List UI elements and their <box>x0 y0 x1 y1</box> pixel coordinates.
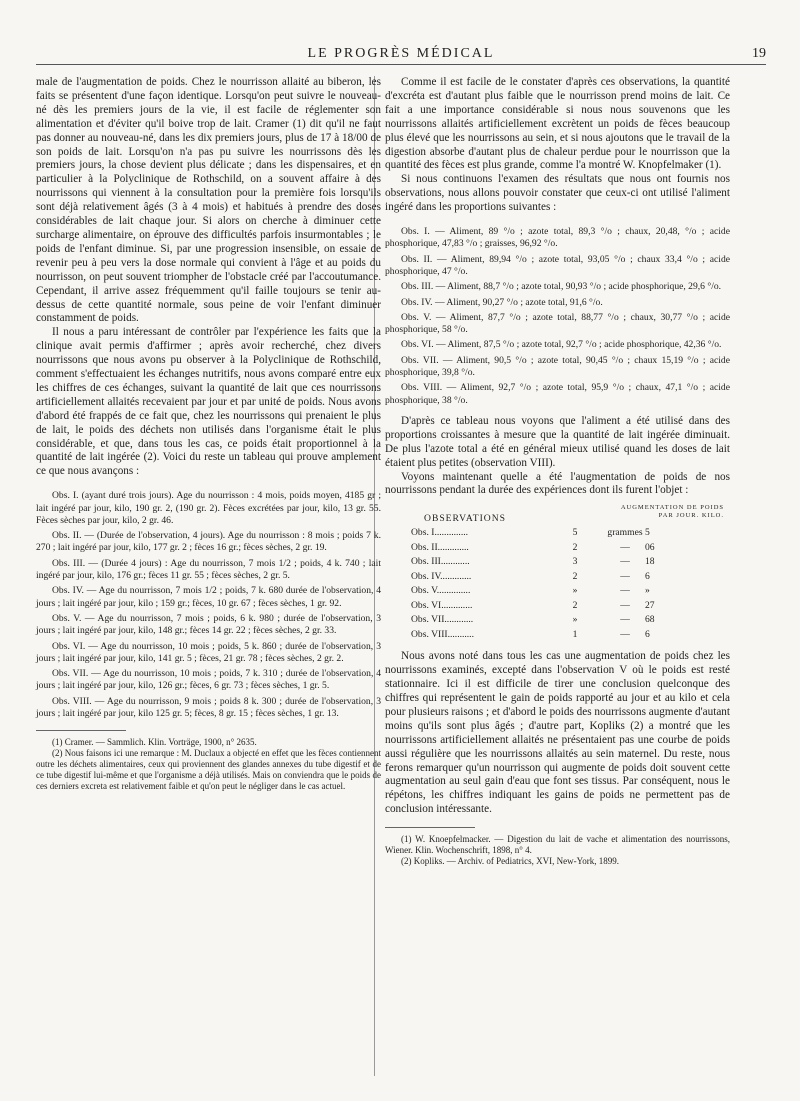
row-value: 6 <box>645 570 650 582</box>
page-header <box>36 42 766 66</box>
observation-entry: Obs. IV. — Age du nourrisson, 7 mois 1/2 ; poids, 7 k. 680 durée de l'observation, 4 jours ; lait ingéré par jour, kilo ; 159 gr.; fèces, 10 gr. 67 ; fèces sèches, 1 gr. 92. <box>36 585 381 609</box>
table-header-line: AUGMENTATION DE POIDS <box>620 504 724 512</box>
row-value: » <box>572 614 578 626</box>
row-unit: — <box>620 585 630 597</box>
row-label: Obs. VI............. <box>411 599 473 611</box>
observation-entry: Obs. III. — Aliment, 88,7 °/o ; azote total, 90,93 °/o ; acide phosphorique, 29,6 °/o. <box>401 281 722 293</box>
table-row <box>385 541 730 556</box>
table-row <box>385 628 730 643</box>
row-label: Obs. V.............. <box>411 585 471 597</box>
footnote-rule <box>36 730 126 731</box>
footnote: (1) W. Knoepfelmacker. — Digestion du lait de vache et alimentation des nourrissons, Wiener. Klin. Wochenschrift, 1898, n° 4. <box>385 834 730 856</box>
paragraph: D'après ce tableau nous voyons que l'aliment a été utilisé dans des proportions croissantes à mesure que la quantité de lait ingérée diminuait. De plus l'azote total a été en général mieux utilisé quand les doses de lait étaient plus petites (observation VIII). <box>385 414 730 469</box>
row-value: 3 <box>572 556 578 568</box>
paragraph: Nous avons noté dans tous les cas une augmentation de poids chez les nourrissons examinés, excepté dans l'observation V où le poids est resté stationnaire. Ici il est difficile de tirer une conclusion quelconque des chiffres qui représentent le gain de poids rapporté au jour et au kilo et cela pour plusieurs raisons ; et d'abord le poids des nourrissons augmente d'autant moins qu'ils sont plus âgés ; d'autre part, Kopliks (2) a montré que les nourrissons artificiellement allaités ne présentaient pas une courbe de poids aussi régulière que les nourrissons allaités au sein maternel. Du reste, nous ferons remarquer qu'un nourrisson qui augmente de poids doit souvent cette augmentation au seul gain d'eau que font ses tissus. Par conséquent, nous le répétons, les chiffres indiquant les gains de poids ne permettent pas de conclusion intéressante. <box>385 650 730 816</box>
row-unit: grammes <box>607 527 643 539</box>
row-unit: — <box>620 599 630 611</box>
observation-entry: Obs. VI. — Aliment, 87,5 °/o ; azote total, 92,7 °/o ; acide phosphorique, 42,36 °/o. <box>401 339 722 351</box>
paragraph: Voyons maintenant quelle a été l'augmentation de poids de nos nourrissons pendant la durée des expériences dont ils furent l'objet : <box>385 470 730 497</box>
footnote: (2) Kopliks. — Archiv. of Pediatrics, XVI, New-York, 1899. <box>401 856 619 867</box>
observation-entry: Obs. VIII. — Age du nourrisson, 9 mois ; poids 8 k. 300 ; durée de l'observation, 3 jours ; lait ingéré par jour, kilo 125 gr. 5; fèces, 8 gr. 15 ; fèces sèches, 1 gr. 13. <box>36 695 381 720</box>
paragraph: Si nous continuons l'examen des résultats que nous ont fournis nos observations, nous allons pouvoir constater que ceux-ci ont utilisé l'aliment ingéré dans les proportions suivantes : <box>385 173 730 214</box>
right-column <box>385 76 730 867</box>
paragraph: Il nous a paru intéressant de contrôler par l'expérience les faits que la clinique avait permis d'affirmer ; après avoir recherché, chez divers nourrissons que nous avons pu observer à la Polyclinique de Rothschild, comment s'effectuaient les échanges nutritifs, nous avons comparé entre eux les chiffres de ces échanges, suivant la quantité de lait que ces nourrissons artificiellement allaités recevaient par jour et par unité de poids. Nous avons d'abord été frappés de ce fait que, chez les nourrissons qui prenaient le plus de lait, le poids des déchets non utilisés dans l'organisme était le plus considérable, et que, dans tous les cas, ce poids était proportionnel à la quantité de lait ingérée (2). Voici du reste un tableau qui prouve amplement ce que nous avançons : <box>36 326 381 478</box>
row-value: 1 <box>572 628 578 640</box>
row-unit: — <box>620 570 630 582</box>
row-value: 2 <box>572 541 578 553</box>
row-value: » <box>645 585 650 597</box>
table-row <box>385 570 730 585</box>
observation-entry: Obs. IV. — Aliment, 90,27 °/o ; azote total, 91,6 °/o. <box>401 296 603 308</box>
row-unit: — <box>620 556 630 568</box>
footnote: (1) Cramer. — Sammlich. Klin. Vorträge, 1900, n° 2635. <box>52 737 257 748</box>
table-row <box>385 526 730 541</box>
paragraph: male de l'augmentation de poids. Chez le nourrisson allaité au biberon, les faits se présentent d'une façon identique. Lorsqu'on peut suivre le nouveau-né dès les premiers jours de la vie, il est facile de réglementer son alimentation et d'éviter qu'il boive trop de lait. Cramer (1) dit qu'il ne faut pas donner au nouveau-né, dans les dix premiers jours, plus de 17 à 18/00 de son poids de lait. Lorsqu'on n'a pas pu suivre les nourrissons dès les premiers jours, la chose devient plus délicate ; dans les dispensaires, et en particulier à la Polyclinique de Rothschild, on a souvent affaire à des nourrissons qui viennent à la consultation pour la première fois lorsqu'ils sont déjà relativement âgés (3 à 4 mois) et habitués à prendre des doses considérables de lait chaque jour. Si alors on cherche à diminuer cette surcharge alimentaire, on éprouve des difficultés parfois insurmontables ; le poids de l'enfant diminue. Si, par une progression insensible, on essaie de revenir peu à peu vers la dose normale qui convient à l'âge et au poids du nourrisson, on peut souvent triompher de l'obstacle créé par l'accoutumance. Cependant, il arrive assez fréquemment qu'il faille toujours se tenir au-dessus de cette quantité normale, sous peine de voir l'enfant diminuer constamment de poids. <box>36 76 381 325</box>
row-value: 06 <box>645 541 655 553</box>
header-rule <box>36 64 766 65</box>
row-label: Obs. IV............. <box>411 570 472 582</box>
row-value: 2 <box>572 570 578 582</box>
row-unit: — <box>620 628 630 640</box>
row-label: Obs. II............. <box>411 541 469 553</box>
table-row <box>385 613 730 628</box>
row-value: 5 <box>572 527 578 539</box>
footnote: (2) Nous faisons ici une remarque : M. Duclaux a objecté en effet que les fèces contiennent outre les déchets alimentaires, ceux qui proviennent des glandes annexes du tube digestif et de ce tube digestif lui-même et que l'organisme a déjà utilisés. Mais on conviendra que le poids de ces derniers excreta est relativement faible et qu'on peut le négliger dans le cas actuel. <box>36 748 381 792</box>
row-unit: — <box>620 614 630 626</box>
observation-entry: Obs. VII. — Age du nourrisson, 10 mois ; poids, 7 k. 310 ; durée de l'observation, 4 jours ; lait ingéré par jour, kilo, 126 gr.; fèces, 6 gr. 73 ; fèces sèches, 1 gr. 5. <box>36 668 381 692</box>
observation-entry: Obs. VI. — Age du nourrisson, 10 mois ; poids, 5 k. 860 ; durée de l'observation, 3 jours ; lait ingéré par jour, kilo, 141 gr. 5 ; fèces, 21 gr. 78 ; fèces sèches, 2 gr. 2. <box>36 640 381 664</box>
observation-entry: Obs. VIII. — Aliment, 92,7 °/o ; azote total, 95,9 °/o ; chaux, 47,1 °/o ; acide phosphorique, 38 °/o. <box>385 382 730 406</box>
row-unit: — <box>620 541 630 553</box>
footnote-rule <box>385 827 475 828</box>
observation-entry: Obs. II. — (Durée de l'observation, 4 jours). Age du nourrisson : 8 mois ; poids 7 k. 270 ; lait ingéré par jour, kilo, 177 gr. 2 ; fèces 16 gr.; fèces sèches, 2 gr. 19. <box>36 530 381 554</box>
running-title: LE PROGRÈS MÉDICAL <box>307 46 495 61</box>
row-value: 5 <box>645 527 650 539</box>
observation-entry: Obs. III. — (Durée 4 jours) : Age du nourrisson, 7 mois 1/2 ; poids, 4 k. 740 ; lait ingéré par jour, kilo, 176 gr.; fèces 11 gr. 55 ; fèces sèches, 2 gr. 5. <box>36 557 381 582</box>
row-label: Obs. VIII........... <box>411 628 474 640</box>
observation-entry: Obs. I. (ayant duré trois jours). Age du nourrisson : 4 mois, poids moyen, 4185 gr ; lait ingéré par jour, kilo, 190 gr. 2, (190 gr. 2). Fèces excrétées par jour, kilo, 13 gr. 55. Fèces sèches par jour, kilo, 2 gr. 46. <box>36 490 381 526</box>
observation-entry: Obs. II. — Aliment, 89,94 °/o ; azote total, 93,05 °/o ; chaux 33,4 °/o ; acide phosphorique, 47 °/o. <box>385 253 730 277</box>
left-column <box>36 76 381 792</box>
weight-gain-table <box>385 504 730 642</box>
row-value: 18 <box>645 556 655 568</box>
row-value: 27 <box>645 599 655 611</box>
row-value: » <box>572 585 578 597</box>
table-row <box>385 584 730 599</box>
observation-entry: Obs. I. — Aliment, 89 °/o ; azote total, 89,3 °/o ; chaux, 20,48, °/o ; acide phosphorique, 47,83 °/o ; graisses, 96,92 °/o. <box>385 226 730 250</box>
table-row <box>385 555 730 570</box>
row-label: Obs. III............ <box>411 556 470 568</box>
observation-entry: Obs. V. — Age du nourrisson, 7 mois ; poids, 6 k. 980 ; durée de l'observation, 3 jours ; lait ingéré par jour, kilo, 148 gr.; fèces 14 gr. 22 ; fèces sèches, 2 gr. 33. <box>36 612 381 637</box>
paragraph: Comme il est facile de le constater d'après ces observations, la quantité d'excréta est d'autant plus faible que le nourrisson prend moins de lait. Ce fait a une importance considérable si nous nous souvenons que les nourrissons allaités artificiellement excrètent un poids de fèces beaucoup plus élevé que les nourrissons au sein, et si nous ajoutons que le travail de la digestion absorbe d'autant plus de chaleur perdue pour le nourrisson que la quantité des fèces est plus grande, comme l'a montré W. Knopfelmaker (1). <box>385 76 730 172</box>
row-value: 68 <box>645 614 655 626</box>
row-label: Obs. VII............ <box>411 614 474 626</box>
observation-entry: Obs. VII. — Aliment, 90,5 °/o ; azote total, 90,45 °/o ; chaux 15,19 °/o ; acide phosphorique, 39,8 °/o. <box>385 354 730 379</box>
table-row <box>385 599 730 614</box>
page-number: 19 <box>752 46 766 61</box>
row-label: Obs. I.............. <box>411 527 469 539</box>
table-header-observations: OBSERVATIONS <box>424 513 506 525</box>
table-header-line: PAR JOUR. KILO. <box>658 512 724 520</box>
observation-entry: Obs. V. — Aliment, 87,7 °/o ; azote total, 88,77 °/o ; chaux, 30,77 °/o ; acide phosphorique, 58 °/o. <box>385 311 730 336</box>
row-value: 6 <box>645 628 650 640</box>
row-value: 2 <box>572 599 578 611</box>
